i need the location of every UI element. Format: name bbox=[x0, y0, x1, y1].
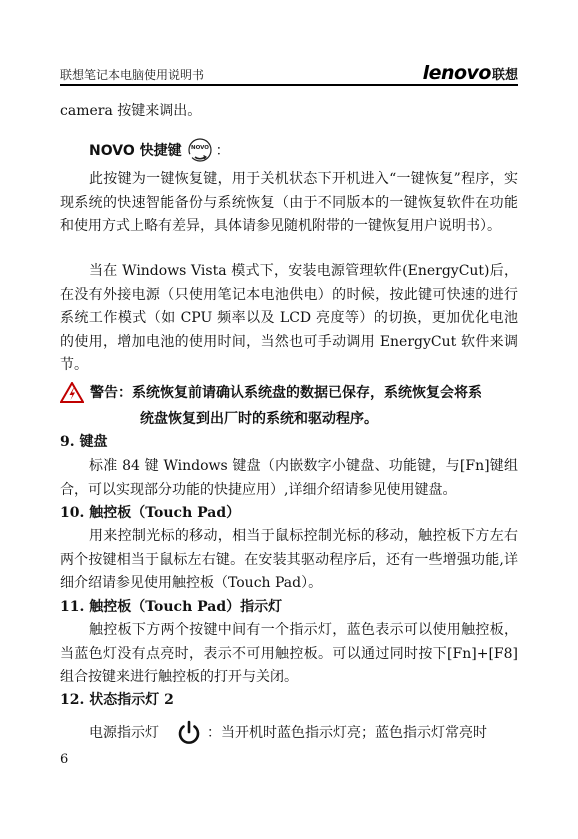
warning-text-line2: 统盘恢复到出厂时的系统和驱动程序。 bbox=[140, 411, 378, 427]
warning-icon bbox=[60, 382, 84, 403]
novo-key-icon bbox=[186, 136, 214, 164]
section-9-body: 标准 84 键 Windows 键盘（内嵌数字小键盘、功能键，与[Fn]键组合，可以实现部分功能的快捷应用）,详细介绍请参见使用键盘。 bbox=[60, 458, 518, 498]
power-icon bbox=[175, 719, 203, 747]
section-11-heading: 11. 触控板（Touch Pad）指示灯 bbox=[60, 599, 283, 615]
warning-text-line1: 警告：系统恢复前请确认系统盘的数据已保存，系统恢复会将系 bbox=[90, 385, 482, 401]
vista-paragraph: 当在 Windows Vista 模式下，安装电源管理软件(EnergyCut)后，在没有外接电源（只使用笔记本电池供电）的时候，按此键可快速的进行系统工作模式（如 CPU 频率以及 LCD 亮度等）的切换，更加优化电池的使用，增加电池的使用时间，当然也可手动调用 EnergyCut 软件来调节。 bbox=[60, 263, 518, 373]
lenovo-logo: lenovo bbox=[422, 62, 491, 84]
power-indicator-line bbox=[60, 719, 518, 747]
novo-icon-text: NOVO bbox=[190, 145, 209, 151]
page-header bbox=[60, 58, 518, 86]
novo-colon: ： bbox=[215, 143, 230, 159]
section-11-body: 触控板下方两个按键中间有一个指示灯，蓝色表示可以使用触控板，当蓝色灯没有点亮时，表示不可用触控板。可以通过同时按下[Fn]+[F8]组合按键来进行触控板的打开与关闭。 bbox=[60, 622, 518, 685]
brand-logo bbox=[423, 62, 518, 84]
header-divider bbox=[60, 84, 518, 86]
novo-heading bbox=[89, 136, 230, 164]
section-10-heading: 10. 触控板（Touch Pad） bbox=[60, 505, 241, 521]
novo-paragraph: 此按键为一键恢复键，用于关机状态下开机进入“一键恢复”程序，实现系统的快速智能备份与系统恢复（由于不同版本的一键恢复软件在功能和使用方式上略有差异，具体请参见随机附带的一键恢复用户说明书）。 bbox=[60, 171, 518, 234]
camera-paragraph: camera 按键来调出。 bbox=[60, 103, 202, 119]
novo-label: NOVO 快捷键 bbox=[89, 143, 182, 159]
power-indicator-desc: ：当开机时蓝色指示灯亮；蓝色指示灯常亮时 bbox=[207, 725, 487, 741]
section-9-heading: 9. 键盘 bbox=[60, 434, 108, 450]
power-indicator-label: 电源指示灯 bbox=[89, 725, 159, 741]
header-title: 联想笔记本电脑使用说明书 bbox=[60, 68, 205, 82]
section-10-body: 用来控制光标的移动，相当于鼠标控制光标的移动，触控板下方左右两个按键相当于鼠标左右键。在安装其驱动程序后，还有一些增强功能,详细介绍请参见使用触控板（Touch Pad）。 bbox=[60, 528, 518, 591]
lenovo-cn-logo: 联想 bbox=[491, 68, 518, 83]
page-number: 6 bbox=[60, 752, 69, 767]
section-12-heading: 12. 状态指示灯 2 bbox=[60, 692, 174, 708]
